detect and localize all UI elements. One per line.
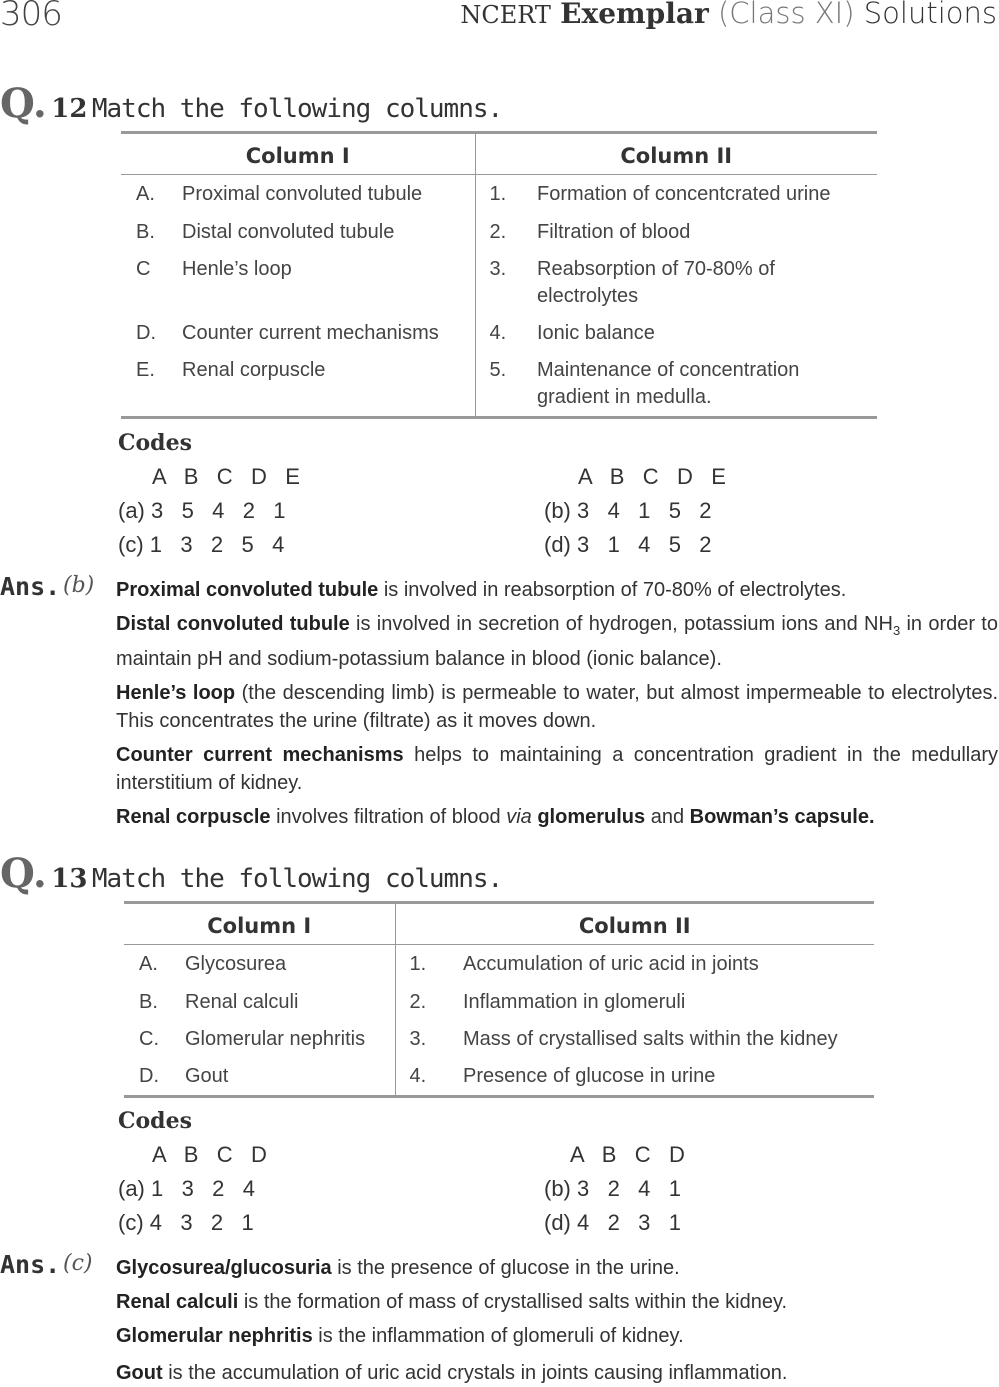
question-12-heading: [0, 80, 502, 127]
column-2-text: Presence of glucose in urine: [463, 1065, 716, 1087]
term: Gout: [116, 1362, 163, 1384]
q12-answer-label: Ans.: [0, 572, 61, 601]
term: Renal corpuscle: [116, 806, 271, 828]
option-values: 3 4 1 5 2: [577, 498, 712, 523]
column-2-text: Ionic balance: [537, 322, 655, 344]
column-1-letter: E.: [136, 359, 155, 381]
q12-codes-header-right: A B C D E: [578, 464, 726, 489]
term: Proximal convoluted tubule: [116, 579, 379, 601]
column-2-number: 2.: [489, 221, 507, 243]
column-2-number: 4.: [489, 322, 507, 344]
column-2-number: 5.: [489, 359, 507, 381]
column-2-text: Inflammation in glomeruli: [463, 991, 686, 1013]
explanation-gout: [116, 1359, 998, 1387]
question-label: Q.: [0, 850, 47, 897]
text: involves filtration of blood: [270, 806, 507, 828]
spacer: [121, 251, 136, 315]
explanation-glycosurea: [116, 1254, 998, 1282]
spacer: [124, 984, 139, 1021]
explanation-henle: [116, 679, 998, 735]
column-2-number: 1.: [409, 953, 427, 975]
option-values: 4 2 3 1: [577, 1210, 681, 1235]
question-label: Q.: [0, 80, 47, 127]
header-class: (Class XI): [717, 0, 855, 30]
question-13-heading: [0, 850, 502, 897]
term: Renal calculi: [116, 1291, 239, 1313]
option-label: (d): [544, 1210, 571, 1235]
spacer: [124, 1021, 139, 1058]
column-2-text: Formation of concentcrated urine: [537, 183, 831, 205]
table-row: [124, 1021, 874, 1058]
column-1-letter: B.: [139, 991, 158, 1013]
text: in order to maintain pH and sodium-potassium balance in blood (ionic balance).: [116, 613, 998, 670]
term: glomerulus: [537, 806, 646, 828]
text: helps to maintaining a concentration gradient in the medullary interstitium of kidney.: [116, 744, 998, 794]
q12-explanations: [116, 576, 998, 831]
column-1-text: Henle’s loop: [182, 251, 475, 315]
text: is the presence of glucose in the urine.: [331, 1257, 680, 1279]
column-1-letter: C: [136, 258, 151, 280]
q13-codes-header-left: A B C D: [152, 1142, 267, 1167]
explanation-renal-corpuscle: [116, 803, 998, 831]
column-1-header: Column I: [124, 904, 395, 945]
option-values: 4 3 2 1: [149, 1210, 254, 1235]
column-1-letter: D.: [136, 322, 156, 344]
q12-codes-title: Codes: [118, 430, 192, 456]
q13-option-a: [118, 1176, 255, 1202]
subscript: 3: [892, 623, 901, 638]
column-1-letter: A.: [139, 953, 158, 975]
column-1-letter: D.: [139, 1065, 159, 1087]
table-row: [124, 984, 874, 1021]
column-2-text: Accumulation of uric acid in joints: [463, 953, 759, 975]
column-1-letter: A.: [136, 183, 155, 205]
column-2-text: Reabsorption of 70-80% of electrolytes: [537, 258, 775, 307]
explanation-dct: [116, 610, 998, 673]
option-values: 3 2 4 1: [577, 1176, 681, 1201]
column-2-text: Maintenance of concentration gradient in medulla.: [537, 359, 800, 408]
q13-match-table: [124, 904, 874, 1095]
option-label: (c): [118, 1210, 144, 1235]
q12-option-a: [118, 498, 286, 524]
column-2-text: Mass of crystallised salts within the kidney: [463, 1028, 838, 1050]
explanation-glomerular-nephritis: [116, 1322, 998, 1350]
term: Bowman’s capsule.: [689, 806, 875, 828]
column-1-text: Counter current mechanisms: [182, 315, 475, 352]
page-number: 306: [0, 0, 62, 34]
text: is involved in reabsorption of 70-80% of electrolytes.: [378, 579, 847, 601]
option-values: 3 1 4 5 2: [577, 532, 712, 557]
text: (the descending limb) is permeable to water, but almost impermeable to electrolytes. This concentrates the urine (filtrate) as it moves down.: [116, 682, 998, 732]
q12-match-table: [121, 134, 877, 416]
q13-answer-label: Ans.: [0, 1250, 61, 1279]
q13-match-table-wrapper: [124, 901, 874, 1098]
q13-option-b: [544, 1176, 681, 1202]
q12-option-b: [544, 498, 712, 524]
term: Glycosurea/glucosuria: [116, 1257, 332, 1279]
option-label: (a): [118, 1176, 145, 1201]
spacer: [121, 352, 136, 416]
text: and: [645, 806, 690, 828]
text: is the accumulation of uric acid crystals in joints causing inflammation.: [162, 1362, 788, 1384]
header-publisher: NCERT: [460, 1, 551, 29]
column-2-text: Filtration of blood: [537, 221, 691, 243]
column-1-text: Gout: [185, 1058, 395, 1095]
q12-answer-option: (b): [63, 573, 95, 598]
column-2-header: Column II: [475, 134, 877, 175]
table-row: [121, 214, 877, 251]
column-1-text: Renal corpuscle: [182, 352, 475, 416]
q13-option-c: [118, 1210, 254, 1236]
option-label: (a): [118, 498, 145, 523]
table-row: [121, 315, 877, 352]
question-number: 13: [51, 864, 88, 894]
option-label: (d): [544, 532, 571, 557]
q13-codes-title: Codes: [118, 1108, 192, 1134]
column-2-number: 2.: [409, 991, 427, 1013]
q13-explanations: [116, 1254, 998, 1387]
term: Henle’s loop: [116, 682, 236, 704]
explanation-counter-current: [116, 741, 998, 797]
header-suffix: Solutions: [863, 0, 997, 30]
running-header: [460, 0, 997, 30]
question-number: 12: [51, 94, 88, 124]
question-text: Match the following columns.: [91, 94, 503, 124]
text: is involved in secretion of hydrogen, potassium ions and NH: [349, 613, 893, 635]
q13-answer-option: (c): [63, 1251, 93, 1276]
italic-word: via: [506, 806, 532, 828]
question-text: Match the following columns.: [91, 864, 503, 894]
column-2-number: 3.: [489, 258, 507, 280]
table-row: [121, 175, 877, 215]
column-2-number: 1.: [489, 183, 507, 205]
text: is the formation of mass of crystallised salts within the kidney.: [238, 1291, 788, 1313]
table-row: [124, 945, 874, 985]
column-2-number: 4.: [409, 1065, 427, 1087]
term: Distal convoluted tubule: [116, 613, 350, 635]
table-row: [121, 251, 877, 315]
q12-option-d: [544, 532, 712, 558]
spacer: [121, 315, 136, 352]
option-label: (b): [544, 1176, 571, 1201]
term: Glomerular nephritis: [116, 1325, 313, 1347]
spacer: [121, 175, 136, 215]
spacer: [124, 945, 139, 985]
column-1-text: Renal calculi: [185, 984, 395, 1021]
term: Counter current mechanisms: [116, 744, 404, 766]
option-values: 1 3 2 4: [151, 1176, 255, 1201]
header-title: Exemplar: [560, 0, 709, 30]
explanation-pct: [116, 576, 998, 604]
option-label: (c): [118, 532, 144, 557]
column-1-text: Proximal convoluted tubule: [182, 175, 475, 215]
q13-option-d: [544, 1210, 681, 1236]
table-row: [124, 1058, 874, 1095]
column-1-letter: C.: [139, 1028, 159, 1050]
option-values: 1 3 2 5 4: [149, 532, 285, 557]
column-1-letter: B.: [136, 221, 155, 243]
table-row: [121, 352, 877, 416]
explanation-renal-calculi: [116, 1288, 998, 1316]
q12-match-table-wrapper: [121, 131, 877, 419]
text: is the inflammation of glomeruli of kidney.: [312, 1325, 684, 1347]
column-1-text: Distal convoluted tubule: [182, 214, 475, 251]
q12-option-c: [118, 532, 284, 558]
column-1-text: Glomerular nephritis: [185, 1021, 395, 1058]
q12-codes-header-left: A B C D E: [152, 464, 300, 489]
column-2-number: 3.: [409, 1028, 427, 1050]
spacer: [121, 214, 136, 251]
option-label: (b): [544, 498, 571, 523]
column-2-header: Column II: [395, 904, 874, 945]
q13-codes-header-right: A B C D: [570, 1142, 685, 1167]
spacer: [124, 1058, 139, 1095]
option-values: 3 5 4 2 1: [151, 498, 286, 523]
column-1-header: Column I: [121, 134, 475, 175]
column-1-text: Glycosurea: [185, 945, 395, 985]
